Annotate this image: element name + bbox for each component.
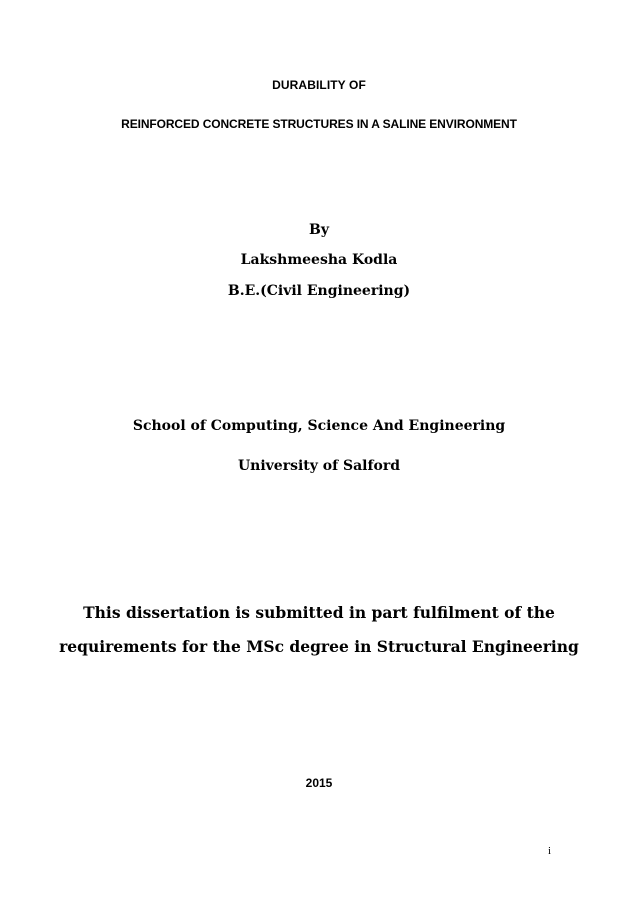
school-name: School of Computing, Science And Engineering	[132, 418, 506, 434]
university-name: University of Salford	[237, 458, 401, 474]
submission-statement-line-1: This dissertation is submitted in part fulfilment of the	[83, 603, 555, 622]
author-degree: B.E.(Civil Engineering)	[227, 283, 411, 299]
page-number: i	[548, 845, 552, 857]
title-line-1: DURABILITY OF	[272, 78, 366, 92]
author-name: Lakshmeesha Kodla	[240, 252, 398, 268]
submission-statement-line-2: requirements for the MSc degree in Structural Engineering	[59, 637, 579, 656]
title-line-2: REINFORCED CONCRETE STRUCTURES IN A SALINE ENVIRONMENT	[121, 117, 517, 131]
submission-year: 2015	[305, 776, 333, 790]
by-label: By	[309, 222, 329, 238]
